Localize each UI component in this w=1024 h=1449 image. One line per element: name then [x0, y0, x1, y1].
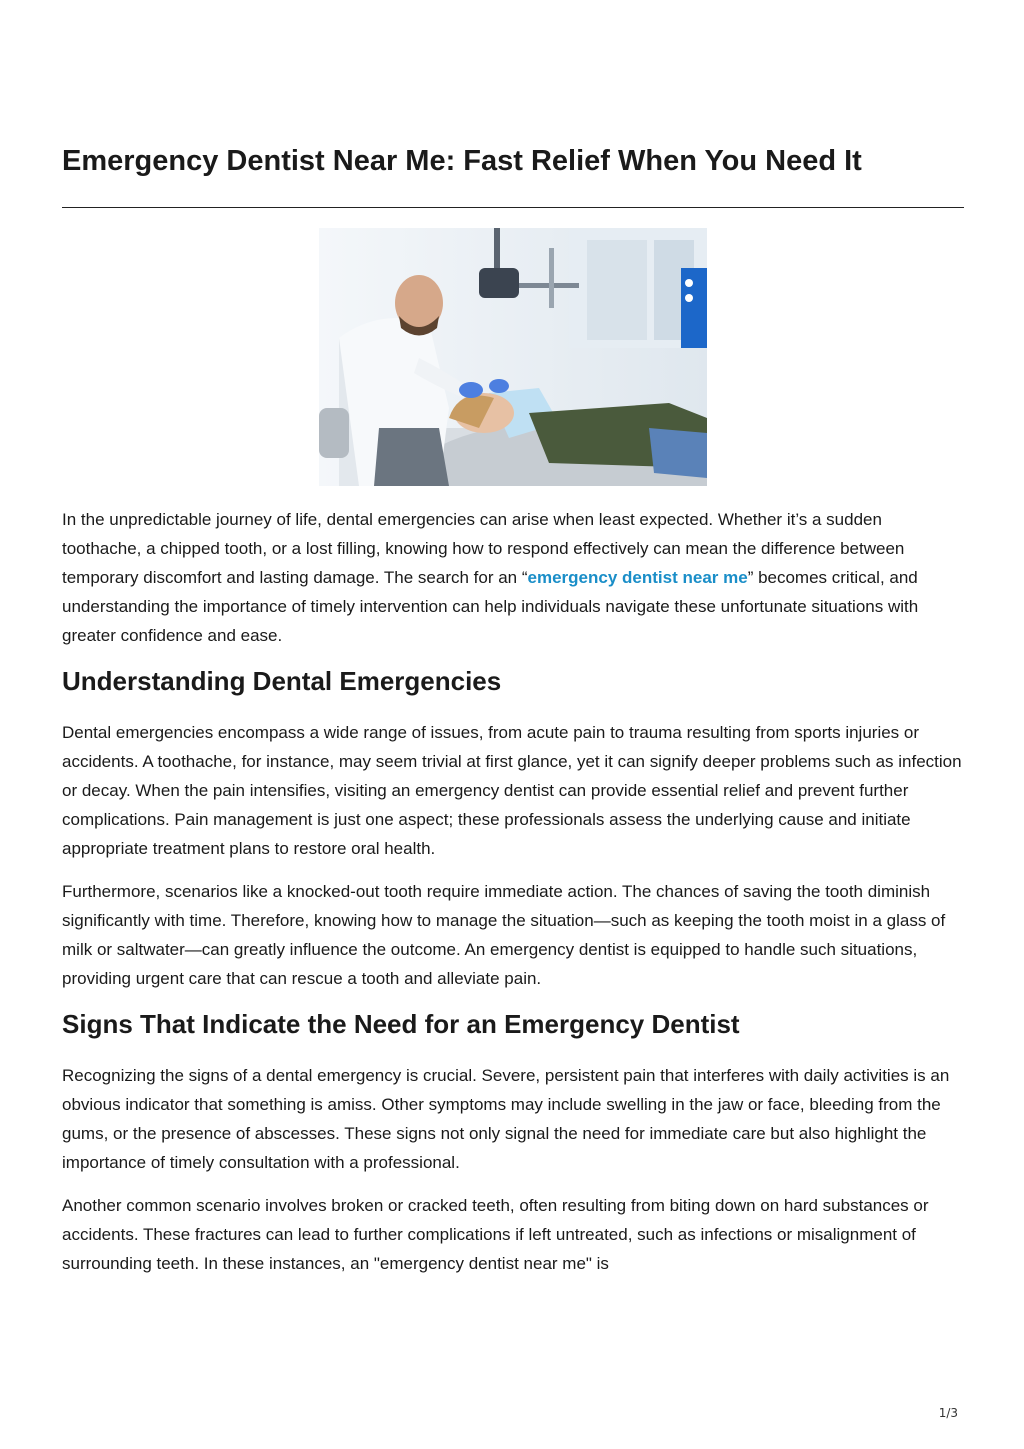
section-paragraph: Furthermore, scenarios like a knocked-out tooth require immediate action. The chances of saving the tooth diminish significantly with time. Therefore, knowing how to manage the situation—such as keeping the tooth moist in a glass of milk or saltwater—can greatly influence the outcome. An emergency dentist is equipped to handle such situations, providing urgent care that can rescue a tooth and alleviate pain.: [62, 882, 946, 988]
page-title: Emergency Dentist Near Me: Fast Relief When You Need It: [62, 145, 862, 177]
section-paragraph: Recognizing the signs of a dental emergency is crucial. Severe, persistent pain that interferes with daily activities is an obvious indicator that something is amiss. Other symptoms may include swelling in the jaw or face, bleeding from the gums, or the presence of abscesses. These signs not only signal the need for immediate care but also highlight the importance of timely consultation with a professional.: [62, 1066, 950, 1172]
section-heading-signs: Signs That Indicate the Need for an Emergency Dentist: [62, 1009, 740, 1039]
emergency-dentist-link[interactable]: emergency dentist near me: [527, 568, 748, 587]
section-heading-understanding: Understanding Dental Emergencies: [62, 666, 502, 696]
intro-text-end: ” becomes critical, and understanding the importance of timely intervention can help individuals navigate these unfortunate situations with greater confidence and ease.: [62, 568, 919, 645]
intro-paragraph: [62, 505, 964, 650]
page-number: 1/3: [938, 1406, 958, 1420]
title-divider: [62, 207, 964, 208]
article-body: [62, 505, 964, 1292]
intro-text-start: In the unpredictable journey of life, dental emergencies can arise when least expected. Whether it’s a sudden toothache, a chipped tooth, or a lost filling, knowing how to respond effectively can mean the difference between temporary discomfort and lasting damage. The search for an “: [62, 510, 905, 587]
section-paragraph: Another common scenario involves broken or cracked teeth, often resulting from biting down on hard substances or accidents. These fractures can lead to further complications if left untreated, such as infections or misalignment of surrounding teeth. In these instances, an "emergency dentist near me" is: [62, 1196, 929, 1273]
dentist-treatment-photo: [319, 228, 707, 486]
section-paragraph: Dental emergencies encompass a wide range of issues, from acute pain to trauma resulting from sports injuries or accidents. A toothache, for instance, may seem trivial at first glance, yet it can signify deeper problems such as infection or decay. When the pain intensifies, visiting an emergency dentist can provide essential relief and prevent further complications. Pain management is just one aspect; these professionals assess the underlying cause and initiate appropriate treatment plans to restore oral health.: [62, 723, 962, 858]
